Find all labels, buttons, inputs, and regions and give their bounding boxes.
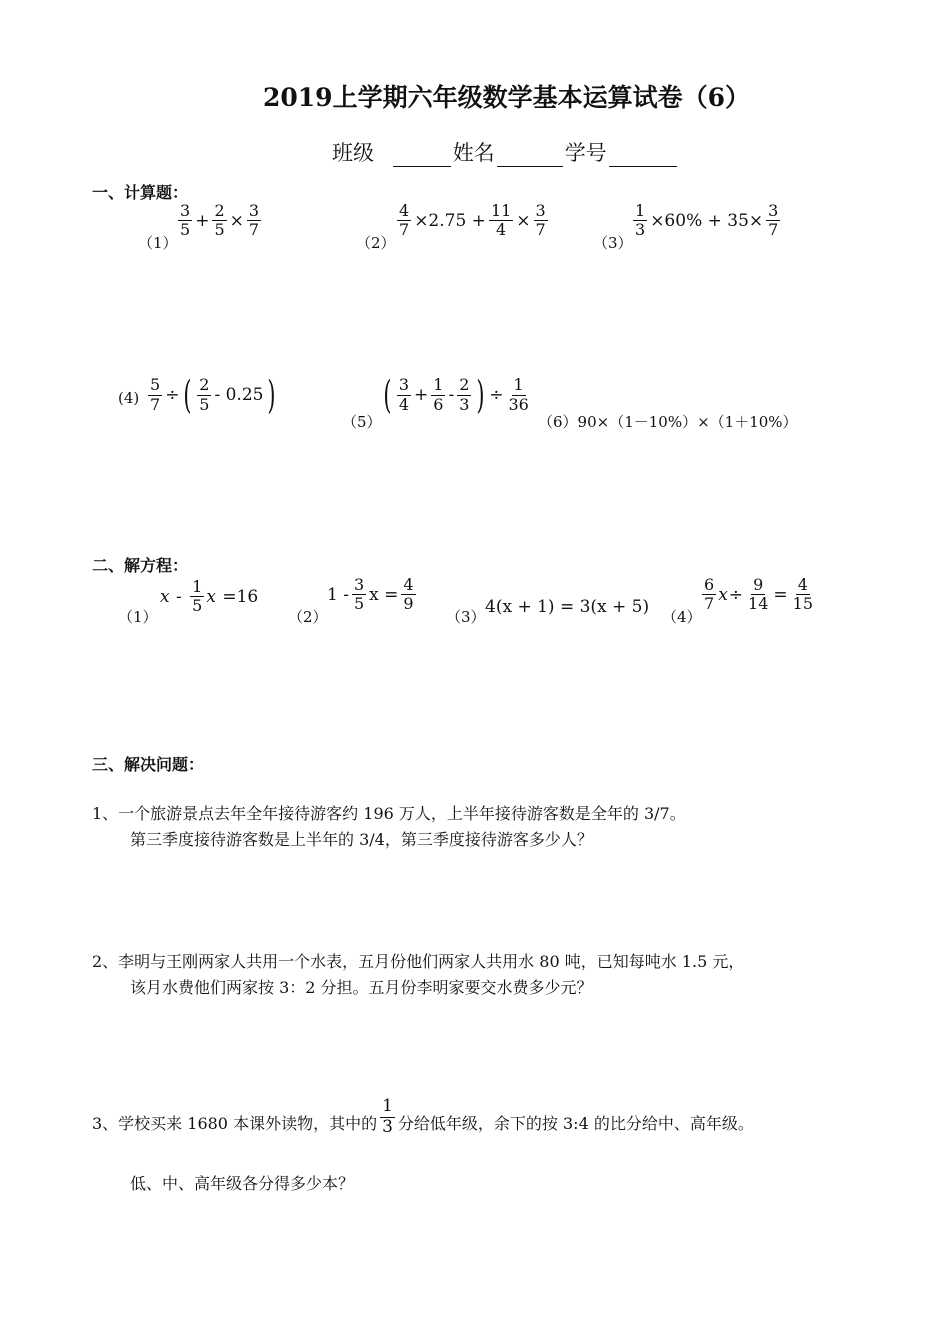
section-heading-calc: 一、计算题： (92, 183, 189, 202)
section-heading-problems: 三、解决问题： (92, 755, 205, 774)
eq-4-expression: $\frac{6}{7}$ x ÷ $\frac{9}{14}$ = $\frac{4}{15}$ (704, 575, 813, 614)
problem-3-text-after: 分给低年级，余下的按 3:4 的比分给中、高年级。 (397, 1114, 754, 1134)
problem-2-line-2: 该月水费他们两家按 3：2 分担。五月份李明家要交水费多少元？ (130, 978, 593, 997)
problem-3-line-2: 低、中、高年级各分得多少本？ (130, 1174, 355, 1193)
name-label: 姓名 (452, 141, 495, 165)
calc-1-expression: $\frac{3}{5}$ + $\frac{2}{5}$ × $\frac{3}{7}$ (180, 201, 260, 240)
problem-1-line-2: 第三季度接待游客数是上半年的 3/4，第三季度接待游客多少人？ (130, 830, 593, 849)
eq-2-expression: 1 - $\frac{3}{5}$ x = $\frac{4}{9}$ (327, 575, 414, 614)
calc-4-label: (4) (118, 389, 140, 407)
calc-6-label: （6） (538, 413, 578, 431)
name-blank[interactable] (497, 144, 563, 167)
eq-1-expression: x - $\frac{1}{5}$ x =16 (160, 577, 259, 616)
problem-2-line-1: 2、李明与王刚两家人共用一个水表，五月份他们两家人共用水 80 吨，已知每吨水 1.5 元， (92, 952, 745, 971)
id-blank[interactable] (609, 144, 677, 167)
student-info-line (332, 137, 679, 167)
eq-4-label: （4） (662, 608, 702, 626)
problem-3-fraction: $\frac{1}{3}$ (382, 1096, 393, 1137)
calc-6-expression: 90×（1－10%）×（1＋10%） (577, 413, 798, 431)
calc-4-expression: $\frac{5}{7}$ ÷ ( $\frac{2}{5}$ - 0.25 ) (150, 373, 276, 417)
eq-3-label: （3） (446, 608, 486, 626)
eq-2-label: （2） (288, 608, 328, 626)
id-label: 学号 (564, 141, 607, 165)
problem-3-line-1 (92, 1097, 754, 1137)
eq-3-expression: 4(x + 1) = 3(x + 5) (485, 597, 650, 617)
calc-3-expression: $\frac{1}{3}$ ×60% + 35× $\frac{3}{7}$ (635, 201, 779, 240)
problem-1-line-1: 1、一个旅游景点去年全年接待游客约 196 万人，上半年接待游客数是全年的 3/7。 (92, 804, 686, 823)
calc-5-expression: ( $\frac{3}{4}$ + $\frac{1}{6}$ - $\frac{2}{3}$ ) ÷ $\frac{1}{36}$ (383, 373, 529, 417)
calc-5-label: （5） (342, 413, 382, 431)
eq-1-label: （1） (118, 608, 158, 626)
calc-6 (538, 411, 798, 432)
section-heading-equations: 二、解方程： (92, 556, 189, 575)
calc-3-label: （3） (593, 234, 633, 252)
class-blank[interactable] (393, 144, 451, 167)
page-title: 2019上学期六年级数学基本运算试卷（6） (263, 83, 750, 112)
class-label: 班级 (332, 141, 374, 165)
calc-1-label: （1） (138, 234, 178, 252)
calc-2-expression: $\frac{4}{7}$ ×2.75 + $\frac{11}{4}$ × $\frac{3}{7}$ (399, 201, 546, 240)
problem-3-text-before: 3、学校买来 1680 本课外读物，其中的 (92, 1114, 378, 1134)
calc-2-label: （2） (356, 234, 396, 252)
